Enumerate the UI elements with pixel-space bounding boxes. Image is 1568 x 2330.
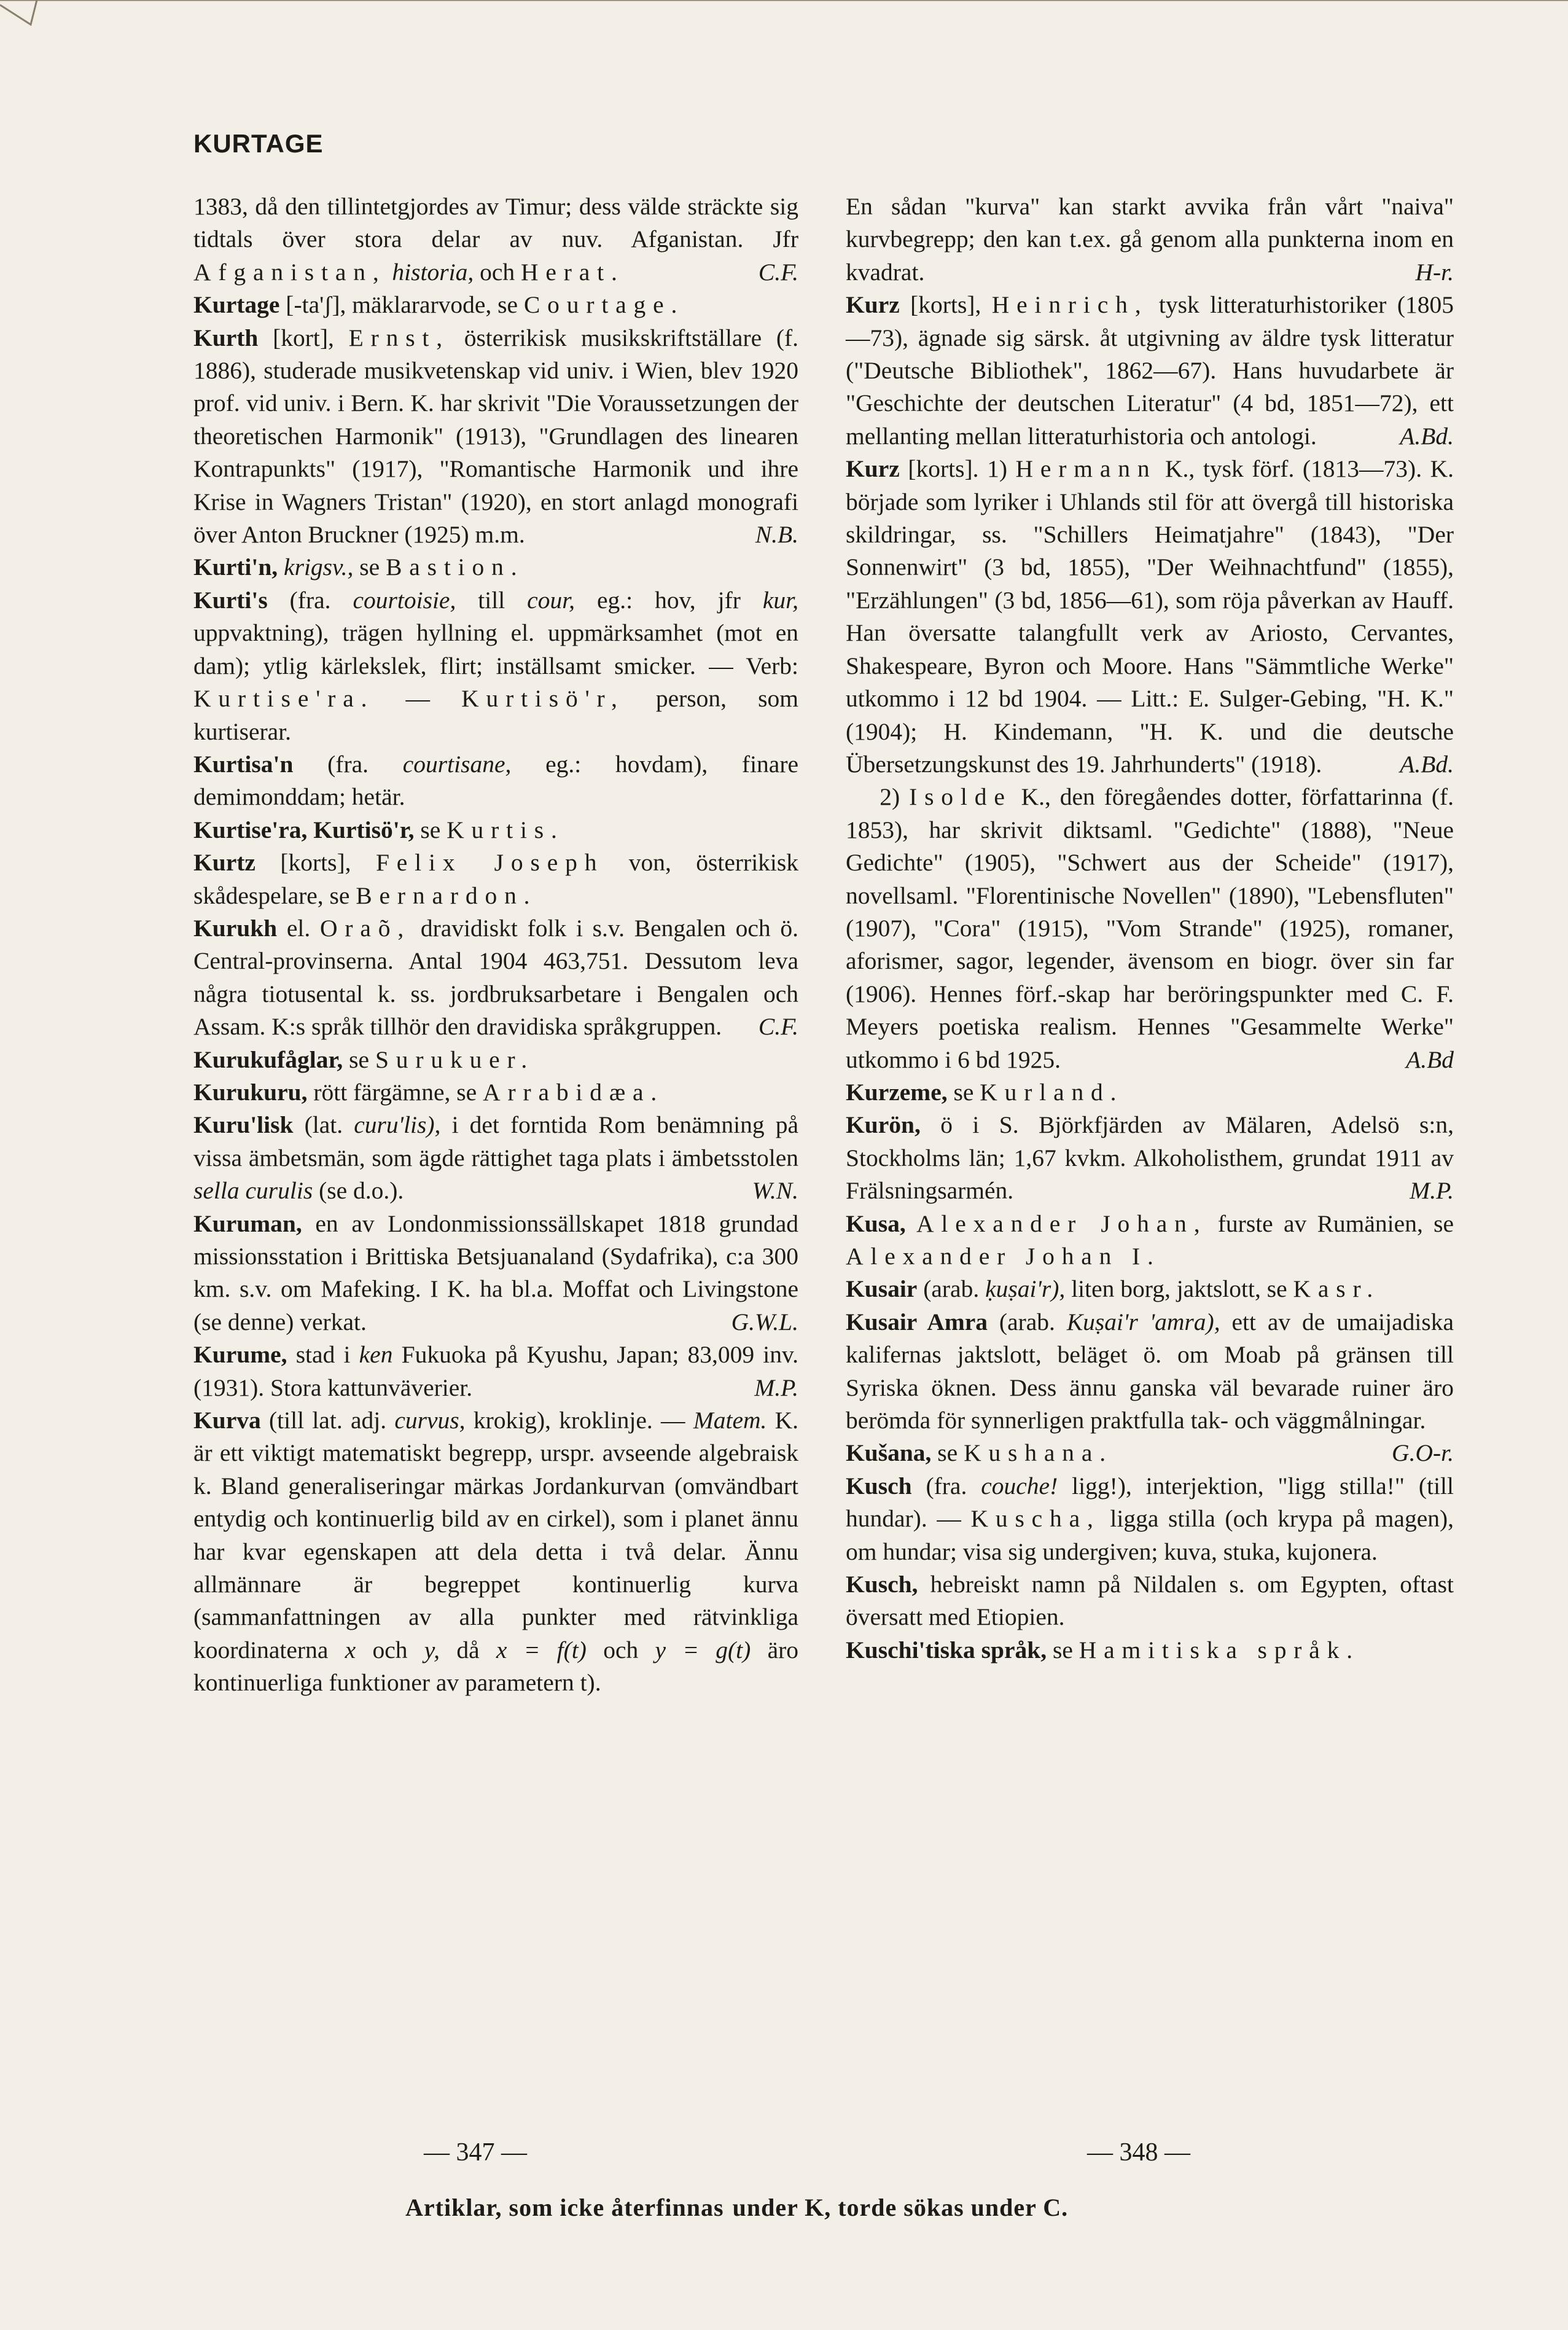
- entry-kurulisk: Kuru'lisk (lat. curu'lis), i det forntida Rom benämning på vissa ämbetsmän, som ägde rättighet taga plats i ämbetsstolen sella curulis (se d.o.). W.N.: [193, 1111, 799, 1205]
- entry-kurtz: Kurtz [korts], Felix Joseph von, österrikisk skådespelare, se Bernardon.: [193, 849, 799, 909]
- entry-kurz-isolde: 2) Isolde K., den föregåendes dotter, författarinna (f. 1853), har skrivit diktsaml. "Gedichte" (1888), "Neue Gedichte" (1905), "Schwert aus der Scheide" (1917), novellsaml. "Florentinische Novellen" (1890), "Lebensfluten" (1907), "Cora" (1915), "Vom Strande" (1925), romaner, aforismer, sagor, legender, ävensom en biogr. över sin far (1906). Hennes förf.-skap har beröringspunkter med C. F. Meyers poetiska realism. Hennes "Gesammelte Werke" utkommo i 6 bd 1925. A.Bd: [846, 783, 1454, 1073]
- bottom-note-part-2: under K, torde sökas under C.: [732, 2194, 1069, 2221]
- entry-kurukh: Kurukh el. Oraõ, dravidiskt folk i s.v. Bengalen och ö. Central-provinserna. Antal 1904 463,751. Dessutom leva några tiotusental k. ss. jordbruksarbetare i Bengalen och Assam. K:s språk tillhör den dravidiska språkgruppen. C.F.: [193, 914, 799, 1041]
- entry-kusair: Kusair (arab. ḳuṣai'r), liten borg, jaktslott, se Kasr.: [846, 1275, 1381, 1303]
- entry-kusa: Kusa, Alexander Johan, furste av Rumänien, se Alexander Johan I.: [846, 1210, 1454, 1270]
- entry-kurtisan: Kurtisa'n (fra. courtisane, eg.: hovdam), finare demimonddam; hetär.: [193, 750, 799, 811]
- entry-kurtisera: Kurtise'ra, Kurtisö'r, se Kurtis.: [193, 816, 564, 843]
- entry-kuruman: Kuruman, en av Londonmissionssällskapet 1818 grundad missionsstation i Brittiska Betsjuanaland (Sydafrika), c:a 300 km. s.v. om Mafeking. I K. ha bl.a. Moffat och Livingstone (se denne) verkat. G.W.L.: [193, 1210, 798, 1335]
- entry-kurva-cont: En sådan "kurva" kan starkt avvika från vårt "naiva" kurvbegrepp; den kan t.ex. gå genom alla punkterna inom en kvadrat. H-r.: [846, 193, 1454, 286]
- entry-kurz-hermann: Kurz [korts]. 1) Hermann K., tysk förf. (1813—73). K. började som lyriker i Uhlands stil för att övergå till historiska skildringar, ss. "Schillers Heimatjahre" (1843), "Der Sonnenwirt" (3 bd, 1855), "Der Weihnachtfund" (1855), "Erzählungen" (3 bd, 1856—61), som röja påverkan av Hauff. Han översatte talangfullt verk av Ariosto, Cervantes, Shakespeare, Byron och Moore. Hans "Sämmtliche Werke" utkommo i 12 bd 1904. — Litt.: E. Sulger-Gebing, "H. K." (1904); H. Kindemann, "H. K. und die deutsche Übersetzungskunst des 19. Jahrhunderts" (1918). A.Bd.: [846, 455, 1454, 778]
- entry-kuron: Kurön, ö i S. Björkfjärden av Mälaren, Adelsö s:n, Stockholms län; 1,67 kvkm. Alkoholisthem, grundat 1911 av Frälsningsarmén. M.P.: [846, 1111, 1454, 1205]
- entry-kusch: Kusch (fra. couche! ligg!), interjektion, "ligg stilla!" (till hundar). — Kuscha, ligga stilla (och krypa på magen), om hundar; visa sig undergiven; kuva, stuka, kujonera.: [846, 1472, 1454, 1565]
- running-head: KURTAGE: [193, 129, 324, 158]
- page-corner-line: [0, 0, 1568, 37]
- entry-kusch-nile: Kusch, hebreiskt namn på Nildalen s. om Egypten, oftast översatt med Etiopien.: [846, 1571, 1454, 1631]
- entry-herat: 1383, då den tillintetgjordes av Timur; dess välde sträckte sig tidtals över stora delar av nuv. Afganistan. Jfr Afganistan, historia, och Herat. C.F.: [193, 193, 798, 286]
- entry-kurukufaglar: Kurukufåglar, se Surukuer.: [193, 1046, 535, 1073]
- entry-kurtin: Kurti'n, krigsv., se Bastion.: [193, 553, 525, 581]
- entry-kusana: Kušana, se Kushana.: [846, 1439, 1113, 1467]
- bottom-note: [405, 2193, 1068, 2222]
- entry-kurtis: Kurti's (fra. courtoisie, till cour, eg.: hov, jfr kur, uppvaktning), trägen hyllning el. uppmärksamhet (mot en dam); ytlig kärlekslek, flirt; inställsamt smicker. — Verb: Kurtise'ra. — Kurtisö'r, person, som kurtiserar.: [193, 586, 799, 745]
- page-number-left: — 347 —: [424, 2138, 527, 2167]
- entry-kurva: Kurva (till lat. adj. curvus, krokig), kroklinje. — Matem. K. är ett viktigt matematiskt begrepp, urspr. avseende algebraisk k. Bland generaliseringar märkas Jordankurvan (omvändbart entydig och kontinuerlig bild av en cirkel), som i planet ännu har kvar egenskapen att dela detta i två delar. Ännu allmännare är begreppet kontinuerlig kurva (sammanfattningen av alla punkter med rätvinkliga koordinaterna x och y, då x = f(t) och y = g(t) äro kontinuerliga funktioner av parametern t).: [193, 1407, 799, 1697]
- bottom-note-part-1: Artiklar, som icke återfinnas: [405, 2194, 724, 2221]
- entry-kurth: Kurth [kort], Ernst, österrikisk musikskriftställare (f. 1886), studerade musikvetenskap vid univ. i Wien, blev 1920 prof. vid univ. i Bern. K. har skrivit "Die Voraussetzungen der theoretischen Harmonik" (1913), "Grundlagen des linearen Kontrapunkts" (1917), "Romantische Harmonik und ihre Krise in Wagners Tristan" (1920), en stort anlagd monografi över Anton Bruckner (1925) m.m. N.B.: [193, 324, 799, 549]
- right-column: [846, 190, 1454, 1667]
- page-number-right: — 348 —: [1087, 2138, 1190, 2167]
- entry-kurukuru: Kurukuru, rött färgämne, se Arrabidæa.: [193, 1078, 665, 1106]
- entry-kurume: Kurume, stad i ken Fukuoka på Kyushu, Japan; 83,009 inv. (1931). Stora kattunväverier. M.P.: [193, 1341, 799, 1401]
- entry-kurtage: Kurtage [-ta'ʃ], mäklararvode, se Courtage.: [193, 291, 685, 319]
- entry-kuschitiska: Kuschi'tiska språk, se Hamitiska språk.: [846, 1636, 1360, 1663]
- entry-kurzeme: Kurzeme, se Kurland.: [846, 1078, 1124, 1106]
- entry-kurz-heinrich: Kurz [korts], Heinrich, tysk litteraturhistoriker (1805—73), ägnade sig särsk. åt utgivning av äldre tysk litteratur ("Deutsche Bibliothek", 1862—67). Hans huvudarbete är "Geschichte der deutschen Literatur" (4 bd, 1851—72), ett mellanting mellan litteraturhistoria och antologi. A.Bd.: [846, 291, 1454, 450]
- entry-kusair-amra: Kusair Amra (arab. Kuṣai'r 'amra), ett av de umaijadiska kalifernas jaktslott, beläget ö. om Moab på gränsen till Syriska öknen. Dess ännu ganska väl bevarade ruiner äro berömda för synnerligen praktfulla tak- och väggmålningar. G.O-r.: [846, 1308, 1454, 1467]
- left-column: [193, 190, 798, 1700]
